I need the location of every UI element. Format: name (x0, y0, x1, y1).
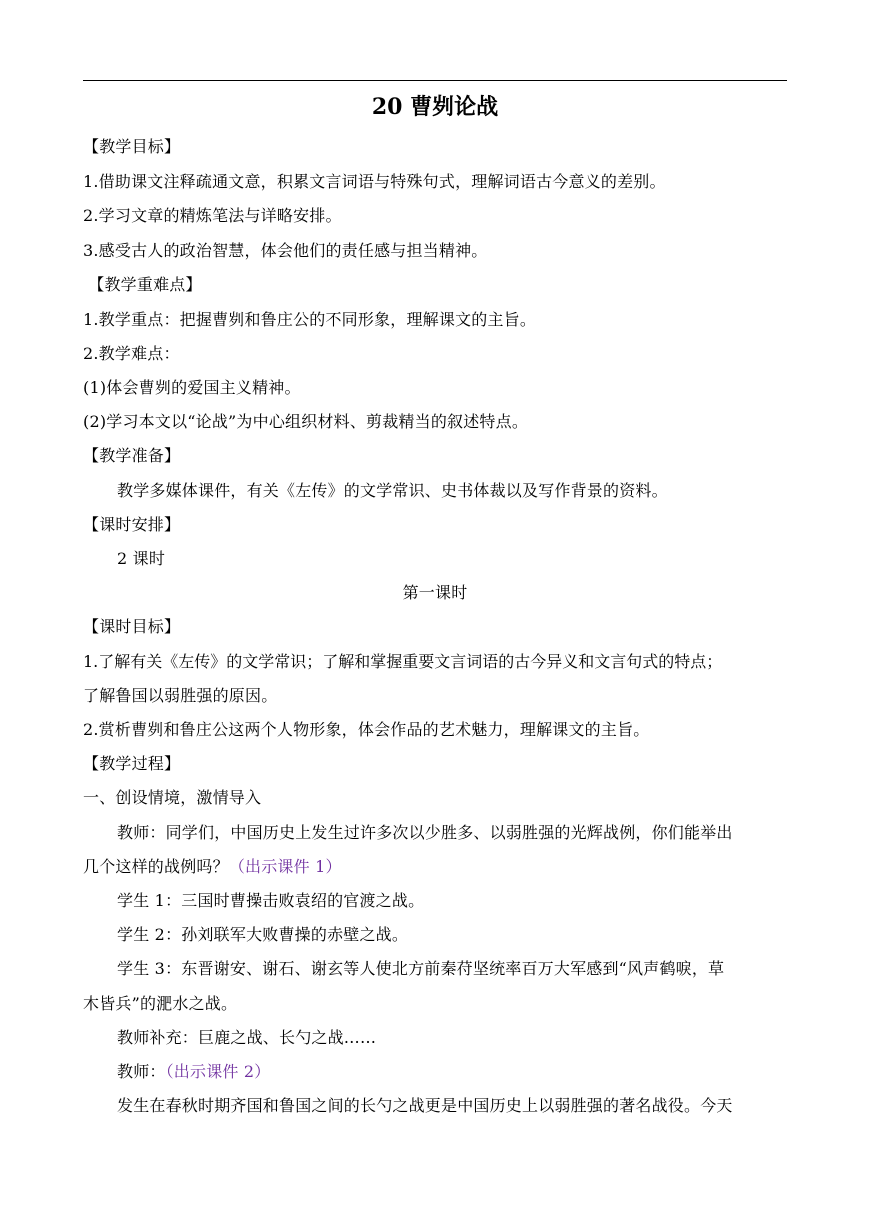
student-2-answer: 学生 2：孙刘联军大败曹操的赤壁之战。 (117, 925, 409, 944)
lesson-goal-1: 1.了解有关《左传》的文学常识；了解和掌握重要文言词语的古今异义和文言句式的特点； (83, 652, 723, 671)
narrative-text: 发生在春秋时期齐国和鲁国之间的长勺之战更是中国历史上以弱胜强的著名战役。今天 (117, 1096, 733, 1115)
teacher-label: 教师： (117, 1062, 166, 1081)
key-point-2: 2.教学难点： (83, 344, 180, 363)
goal-1: 1.借助课文注释疏通文意，积累文言词语与特殊句式，理解词语古今意义的差别。 (83, 172, 666, 191)
lesson-goal-2: 2.赏析曹刿和鲁庄公这两个人物形象，体会作品的艺术魅力，理解课文的主旨。 (83, 720, 650, 739)
difficulty-2: (2)学习本文以“论战”为中心组织材料、剪裁精当的叙述特点。 (83, 412, 529, 431)
student-1-answer: 学生 1：三国时曹操击败袁绍的官渡之战。 (117, 891, 425, 910)
heading-teaching-goals: 【教学目标】 (83, 137, 181, 156)
student-3-answer: 学生 3：东晋谢安、谢石、谢玄等人使北方前秦苻坚统率百万大军感到“风声鹤唳，草 (117, 959, 725, 978)
teacher-line-1: 教师：同学们，中国历史上发生过许多次以少胜多、以弱胜强的光辉战例，你们能举出 (117, 823, 733, 842)
goal-2: 2.学习文章的精炼笔法与详略安排。 (83, 206, 342, 225)
heading-lesson-goals: 【课时目标】 (83, 617, 181, 636)
schedule-text: 2 课时 (117, 549, 166, 568)
teacher-line-1-cont (83, 856, 788, 878)
heading-preparation: 【教学准备】 (83, 446, 181, 465)
teacher-supplement: 教师补充：巨鹿之战、长勺之战…… (117, 1028, 377, 1047)
courseware-note-1: （出示课件 1） (228, 857, 342, 876)
section-first-lesson: 第一课时 (402, 583, 468, 602)
heading-key-points: 【教学重难点】 (83, 275, 202, 294)
step-1-heading: 一、创设情境，激情导入 (83, 788, 262, 807)
document-title: 20 曹刿论战 (371, 94, 499, 120)
teacher-line-2 (117, 1061, 788, 1083)
preparation-text: 教学多媒体课件，有关《左传》的文学常识、史书体裁以及写作背景的资料。 (117, 481, 668, 500)
lesson-goal-1-cont: 了解鲁国以弱胜强的原因。 (83, 686, 278, 705)
courseware-note-2: （出示课件 2） (165, 1062, 271, 1081)
key-point-1: 1.教学重点：把握曹刿和鲁庄公的不同形象，理解课文的主旨。 (83, 310, 537, 329)
student-3-answer-cont: 木皆兵”的淝水之战。 (83, 994, 238, 1013)
header-rule (83, 80, 787, 81)
heading-process: 【教学过程】 (83, 754, 181, 773)
teacher-question: 几个这样的战例吗？ (83, 857, 229, 876)
goal-3: 3.感受古人的政治智慧，体会他们的责任感与担当精神。 (83, 241, 488, 260)
heading-schedule: 【课时安排】 (83, 515, 181, 534)
difficulty-1: (1)体会曹刿的爱国主义精神。 (83, 378, 301, 397)
